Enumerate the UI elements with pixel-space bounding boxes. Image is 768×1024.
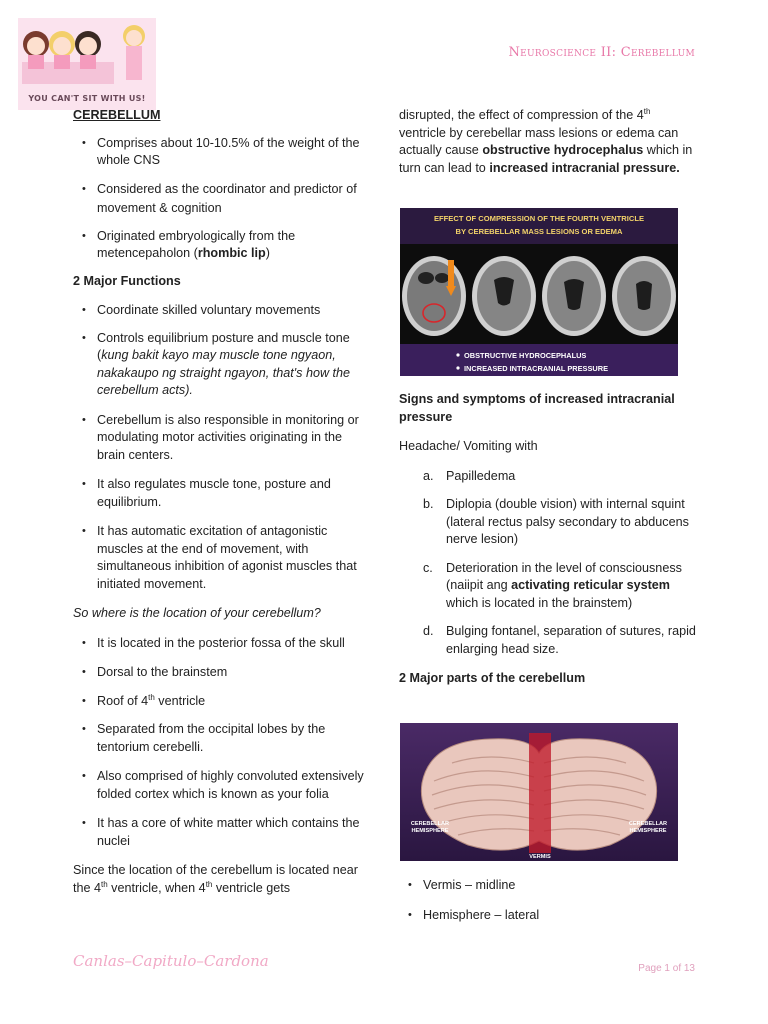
list-item: • Controls equilibrium posture and muscle tone (kung bakit kayo may muscle tone ngyaon, nakakaupo ng straight ngayon, that's how the cerebellum acts). bbox=[73, 330, 373, 400]
vermis-highlight bbox=[529, 733, 551, 853]
parts-heading: 2 Major parts of the cerebellum bbox=[399, 671, 586, 685]
fig2-label-left-2: HEMISPHERE bbox=[411, 828, 449, 834]
list-item: • Also comprised of highly convoluted extensively folded cortex which is known as your folia bbox=[73, 768, 373, 803]
list-item: • Considered as the coordinator and predictor of movement & cognition bbox=[73, 180, 373, 218]
fig2-label-left-1: CEREBELLAR bbox=[410, 821, 450, 827]
closing-paragraph: Since the location of the cerebellum is located near the 4th ventricle, when 4th ventricle gets bbox=[73, 863, 358, 895]
list-item: c. Deterioration in the level of consciousness (naiipit ang activating reticular system which is located in the brainstem) bbox=[423, 560, 682, 610]
location-question: So where is the location of your cerebellum? bbox=[73, 606, 321, 620]
functions-list bbox=[73, 302, 373, 593]
list-item: • Vermis – midline bbox=[399, 877, 699, 895]
list-item: • It has automatic excitation of antagonistic muscles at the end of movement, with simultaneous inhibition of agonist muscles that initiated movement. bbox=[73, 523, 373, 593]
fig1-title-line2: BY CEREBELLAR MASS LESIONS OR EDEMA bbox=[455, 227, 623, 236]
footer-page-number: Page 1 of 13 bbox=[638, 963, 695, 974]
left-column bbox=[73, 107, 373, 897]
logo-caption: YOU CAN'T SIT WITH US! bbox=[28, 93, 146, 103]
fig1-bullet-1: OBSTRUCTIVE HYDROCEPHALUS bbox=[464, 351, 587, 360]
fig2-label-right-1: CEREBELLAR bbox=[628, 821, 668, 827]
continuation-paragraph: disrupted, the effect of compression of the 4th ventricle by cerebellar mass lesions or edema can actually cause obstructive hydrocephalus which in turn can lead to increased intracranial pressure. bbox=[399, 106, 693, 175]
functions-heading: 2 Major Functions bbox=[73, 273, 181, 288]
list-item: • Comprises about 10-10.5% of the weight of the whole CNS bbox=[73, 135, 373, 170]
ct-scan-figure bbox=[400, 208, 678, 376]
logo-banner bbox=[18, 18, 156, 110]
list-item: a. Papilledema bbox=[423, 468, 516, 483]
headache-line: Headache/ Vomiting with bbox=[399, 439, 538, 453]
intro-list bbox=[73, 135, 373, 263]
list-item: • Roof of 4th ventricle bbox=[73, 693, 373, 711]
list-item: • Dorsal to the brainstem bbox=[73, 664, 373, 682]
fig2-label-bottom: VERMIS bbox=[529, 854, 551, 860]
list-item: • It is located in the posterior fossa of the skull bbox=[73, 635, 373, 653]
list-item: • Originated embryologically from the metencepaholon (rhombic lip) bbox=[73, 228, 373, 263]
list-item: • It has a core of white matter which contains the nuclei bbox=[73, 815, 373, 850]
footer-authors: Canlas–Capitulo–Cardona bbox=[73, 952, 269, 970]
page-header-title: Neuroscience II: Cerebellum bbox=[508, 45, 695, 60]
section-title: CEREBELLUM bbox=[73, 108, 161, 122]
list-item: • Coordinate skilled voluntary movements bbox=[73, 302, 373, 320]
signs-heading: Signs and symptoms of increased intracranial pressure bbox=[399, 392, 675, 424]
list-item: d. Bulging fontanel, separation of sutures, rapid enlarging head size. bbox=[423, 624, 696, 656]
list-item: • Cerebellum is also responsible in monitoring or modulating motor activities originating in the brain centers. bbox=[73, 412, 373, 465]
fig2-label-right-2: HEMISPHERE bbox=[629, 828, 667, 834]
ct-slice-2 bbox=[472, 256, 536, 336]
list-item: • Separated from the occipital lobes by the tentorium cerebelli. bbox=[73, 721, 373, 756]
ct-slice-1 bbox=[402, 256, 466, 336]
signs-list bbox=[399, 468, 699, 659]
list-item: • It also regulates muscle tone, posture and equilibrium. bbox=[73, 476, 373, 511]
list-item: b. Diplopia (double vision) with internal squint (lateral rectus palsy secondary to abducens nerve lesion) bbox=[423, 497, 689, 546]
cerebellum-figure bbox=[400, 723, 678, 861]
right-column-top bbox=[399, 107, 699, 177]
right-column-bottom bbox=[399, 877, 699, 924]
ct-slice-3 bbox=[542, 256, 606, 336]
cerebellum-image bbox=[400, 723, 678, 861]
list-item: • Hemisphere – lateral bbox=[399, 907, 699, 925]
fig1-bullet-2: INCREASED INTRACRANIAL PRESSURE bbox=[464, 364, 608, 373]
right-column-middle bbox=[399, 391, 699, 688]
ct-scan-image bbox=[400, 208, 678, 376]
parts-list bbox=[399, 877, 699, 924]
girl-4 bbox=[123, 25, 145, 80]
fig1-title-line1: EFFECT OF COMPRESSION OF THE FOURTH VENTRICLE bbox=[433, 214, 645, 223]
location-list bbox=[73, 635, 373, 851]
ct-slice-4 bbox=[612, 256, 676, 336]
